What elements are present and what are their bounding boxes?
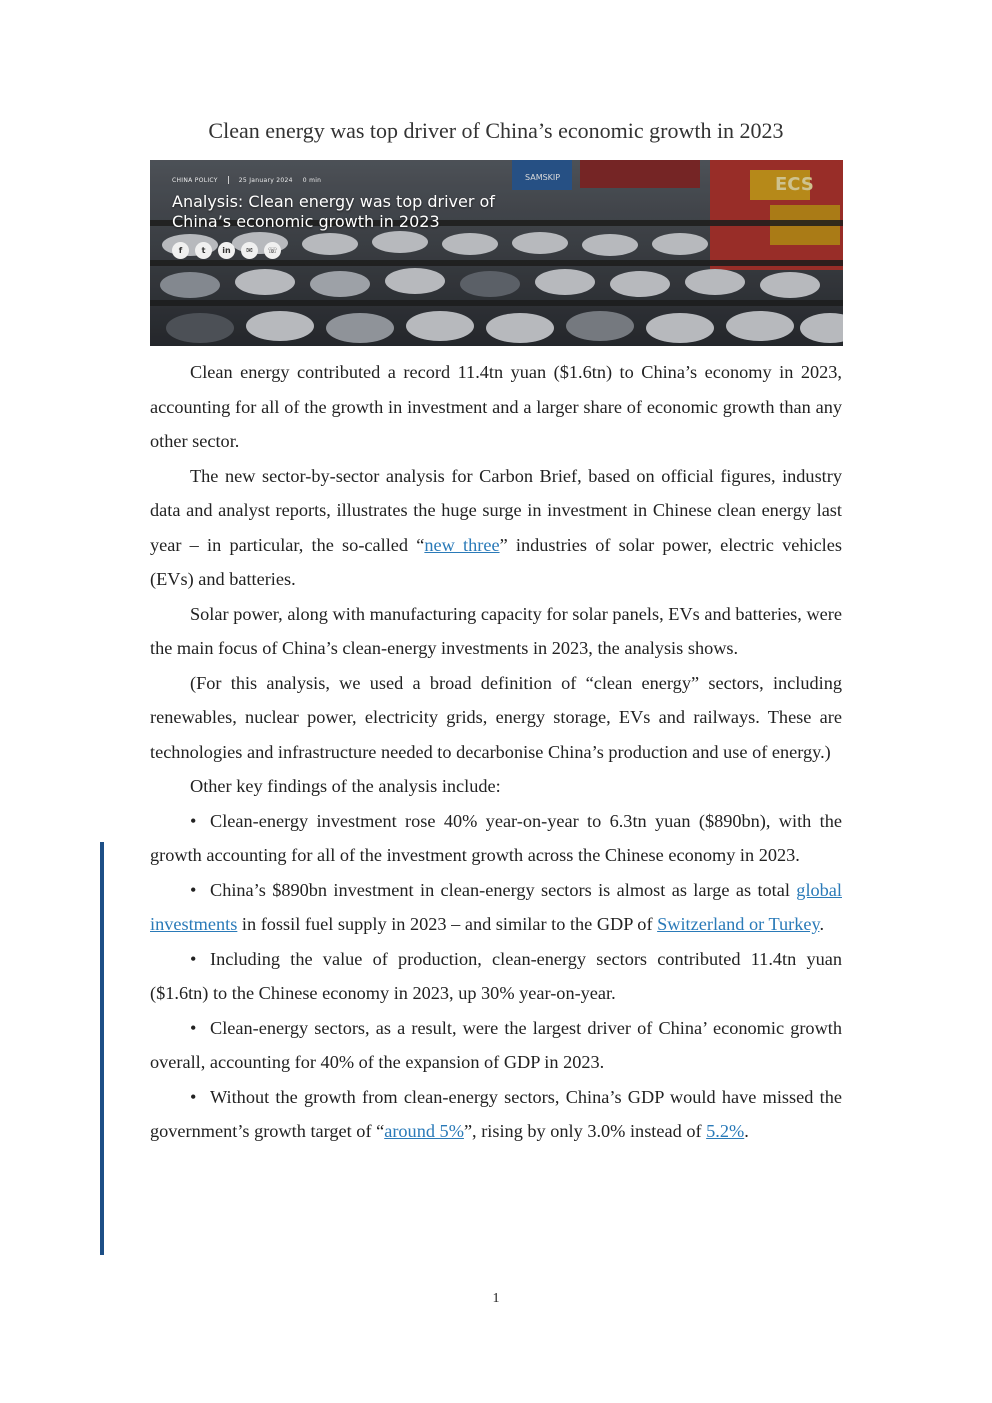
paragraph: Clean energy contributed a record 11.4tn yuan ($1.6tn) to China’s economy in 2023, accounting for all of the growth in investment and a larger share of economic growth than any other sector. (150, 362, 842, 451)
hero-headline: Analysis: Clean energy was top driver of China’s economic growth in 2023 (172, 192, 495, 231)
bullet-text: Clean-energy investment rose 40% year-on-year to 6.3tn yuan ($890bn), with the growth accounting for all of the investment growth across the Chinese economy in 2023. (150, 810, 842, 865)
paragraph-text: The new sector-by-sector analysis for Carbon Brief, based on official figures, industry data and analyst reports, illustrates the huge surge in investment in Chinese clean energy last year – in particular, the so-called “ (150, 465, 842, 555)
container-label: ECS (775, 174, 814, 195)
twitter-icon: t (195, 242, 212, 259)
document-title: Clean energy was top driver of China’s economic growth in 2023 (208, 118, 784, 143)
bullet-icon: • (190, 879, 197, 900)
bullet-icon: • (190, 1086, 197, 1107)
new-three-link[interactable]: new three (424, 534, 500, 555)
meta-divider (228, 176, 229, 184)
email-icon: ✉ (241, 242, 258, 259)
container-label: SAMSKIP (525, 173, 561, 182)
linkedin-icon: in (218, 242, 235, 259)
global-investments-link[interactable]: global investments (150, 879, 842, 934)
bullet-text: . (744, 1121, 749, 1141)
whatsapp-icon: ☏ (264, 242, 281, 259)
bullet-item (150, 873, 842, 942)
bullet-icon: • (190, 810, 197, 831)
bullet-text: in fossil fuel supply in 2023 – and similar to the GDP of (237, 914, 658, 934)
hero-date: 25 January 2024 (238, 176, 293, 184)
hero-image (150, 160, 843, 346)
page-number: 1 (492, 1291, 500, 1306)
social-share-row (172, 242, 502, 259)
hero-read-time: 0 min (302, 176, 322, 184)
hero-category: CHINA POLICY (172, 176, 218, 184)
hero-overlay (172, 176, 502, 259)
paragraph (150, 459, 842, 597)
bullet-text: . (819, 914, 825, 934)
bullet-text: China’s $890bn investment in clean-energy sectors is almost as large as total (210, 879, 797, 900)
five-point-two-percent-link[interactable]: 5.2% (706, 1121, 745, 1141)
bullet-icon: • (190, 948, 197, 969)
bullet-item (150, 804, 842, 873)
quote-bar (100, 842, 104, 1255)
facebook-icon: f (172, 242, 189, 259)
bullet-text: Clean-energy sectors, as a result, were the largest driver of China’ economic growth overall, accounting for 40% of the expansion of GDP in 2023. (150, 1017, 842, 1072)
bullet-item (150, 1011, 842, 1080)
bullet-icon: • (190, 1017, 197, 1038)
hero-meta (172, 176, 502, 184)
paragraph: Solar power, along with manufacturing capacity for solar panels, EVs and batteries, were the main focus of China’s clean-energy investments in 2023, the analysis shows. (150, 603, 842, 658)
bullet-text: ”, rising by only 3.0% instead of (463, 1121, 707, 1141)
paragraph: Other key findings of the analysis include: (190, 776, 501, 796)
bullet-item (150, 942, 842, 1011)
bullet-text: Including the value of production, clean-energy sectors contributed 11.4tn yuan ($1.6tn) to the Chinese economy in 2023, up 30% year-on-year. (150, 948, 842, 1003)
article-body (150, 355, 842, 1149)
bullet-text: Without the growth from clean-energy sectors, China’s GDP would have missed the government’s growth target of “ (150, 1086, 842, 1141)
bullet-item (150, 1080, 842, 1149)
paragraph: (For this analysis, we used a broad definition of “clean energy” sectors, including renewables, nuclear power, electricity grids, energy storage, EVs and railways. These are technologies and infrastructure needed to decarbonise China’s production and use of energy.) (150, 672, 842, 762)
paragraph-text: ” industries of solar power, electric vehicles (EVs) and batteries. (150, 534, 842, 589)
around-5-percent-link[interactable]: around 5% (384, 1121, 464, 1141)
switzerland-or-turkey-link[interactable]: Switzerland or Turkey (657, 914, 820, 934)
